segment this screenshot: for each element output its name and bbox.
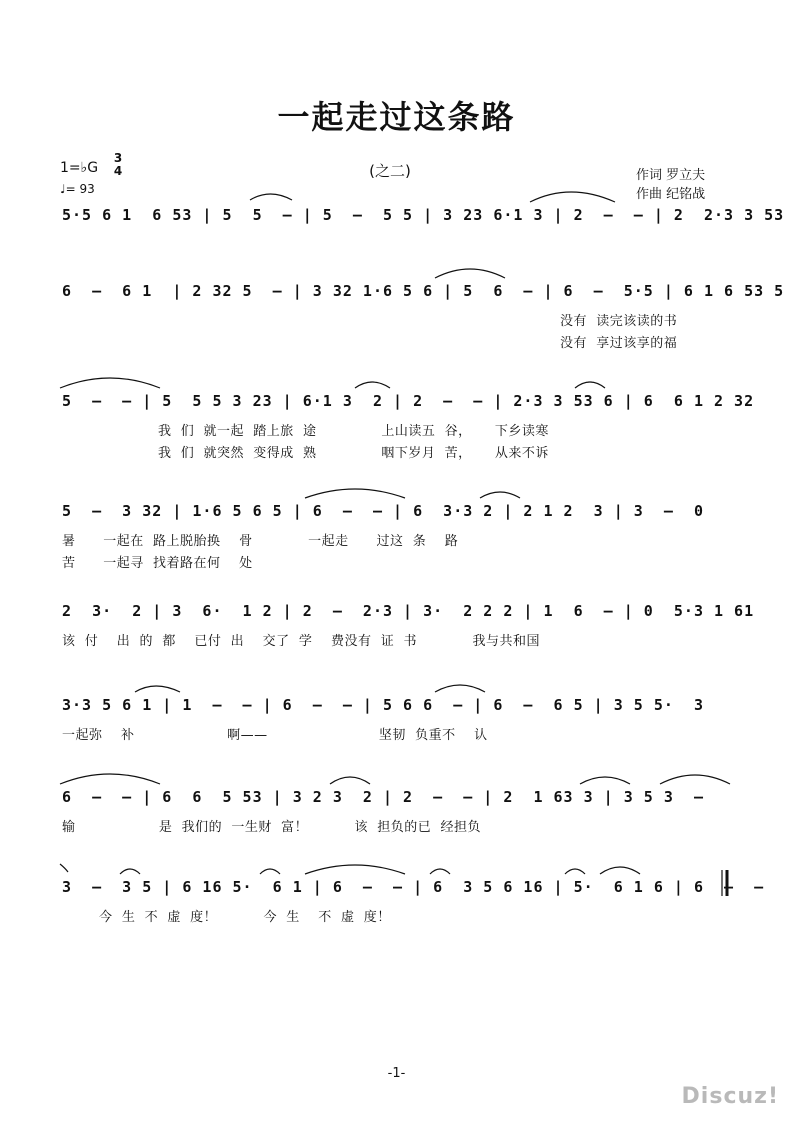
lyric-verse-2: 苦 一起寻 找着路在何 处 — [62, 556, 253, 571]
page-number: -1- — [387, 1066, 406, 1081]
notation-text: 6 – – | 6 6 5 53 | 3 2 3 2 | 2 – – | 2 1 63 3 | 3 5 3 – — [62, 788, 704, 806]
lyric-verse-1: 一起弥 补 啊—— 坚韧 负重不 认 — [62, 728, 488, 743]
lyricist-credit: 作词 罗立夫 — [636, 168, 706, 183]
lyric-verse-1: 今 生 不 虚 度！ 今 生 不 虚 度！ — [62, 910, 391, 925]
tempo-marking: ♩= 93 — [60, 182, 95, 196]
score-line-8 — [0, 872, 793, 982]
key-signature-block — [60, 152, 180, 202]
score-line-2 — [0, 276, 793, 386]
time-signature — [112, 152, 124, 178]
lyric-verse-1: 我 们 就一起 踏上旅 途 上山读五 谷， 下乡读寒 — [158, 424, 549, 439]
key-signature: 1=♭G — [60, 160, 99, 176]
song-title: 一起走过这条路 — [277, 98, 516, 136]
song-subtitle: (之二) — [369, 162, 411, 180]
notation-text: 5·5 6 1 6 53 | 5 5 – | 5 – 5 5 | 3 23 6·1 3 | 2 – – | 2 2·3 3 53 — [62, 206, 785, 224]
notation-row — [62, 872, 765, 902]
lyric-verse-1: 输 是 我们的 一生财 富！ 该 担负的已 经担负 — [62, 820, 482, 835]
lyric-verse-1: 没有 读完该读的书 — [560, 314, 678, 329]
notation-text: 6 – 6 1 | 2 32 5 – | 3 32 1·6 5 6 | 5 6 – | 6 – 5·5 | 6 1 6 53 5 — [62, 282, 785, 300]
notation-row — [62, 596, 755, 626]
notation-text: 2 3· 2 | 3 6· 1 2 | 2 – 2·3 | 3· 2 2 2 | 1 6 – | 0 5·3 1 61 — [62, 602, 755, 620]
notation-row — [62, 782, 742, 812]
lyric-verse-2: 我 们 就突然 变得成 熟 咽下岁月 苦， 从来不诉 — [158, 446, 549, 461]
lyric-verse-1: 该 付 出 的 都 已付 出 交了 学 费没有 证 书 我与共和国 — [62, 634, 541, 649]
composer-credit: 作曲 纪铭战 — [636, 187, 706, 202]
time-denominator: 4 — [113, 164, 123, 178]
notation-row — [62, 200, 785, 230]
watermark-logo: Discuz! — [681, 1084, 779, 1109]
notation-text: 3 – 3 5 | 6 16 5· 6 1 | 6 – – | 6 3 5 6 16 | 5· 6 1 6 | 6 – – — [62, 878, 765, 896]
lyric-verse-1: 暑 一起在 路上脱胎换 骨 一起走 过这 条 路 — [62, 534, 459, 549]
notation-row — [62, 276, 785, 306]
notation-text: 3·3 5 6 1 | 1 – – | 6 – – | 5 6 6 – | 6 – 6 5 | 3 5 5· 3 — [62, 696, 704, 714]
lyric-verse-2: 没有 享过该享的福 — [560, 336, 678, 351]
score-line-3 — [0, 386, 793, 496]
score-line-4 — [0, 496, 793, 606]
notation-row — [62, 690, 742, 720]
notation-text: 5 – – | 5 5 5 3 23 | 6·1 3 2 | 2 – – | 2·3 3 53 6 | 6 6 1 2 32 — [62, 392, 755, 410]
notation-row — [62, 496, 742, 526]
time-numerator: 3 — [113, 151, 123, 165]
notation-row — [62, 386, 755, 416]
notation-text: 5 – 3 32 | 1·6 5 6 5 | 6 – – | 6 3·3 2 | 2 1 2 3 | 3 – 0 — [62, 502, 704, 520]
